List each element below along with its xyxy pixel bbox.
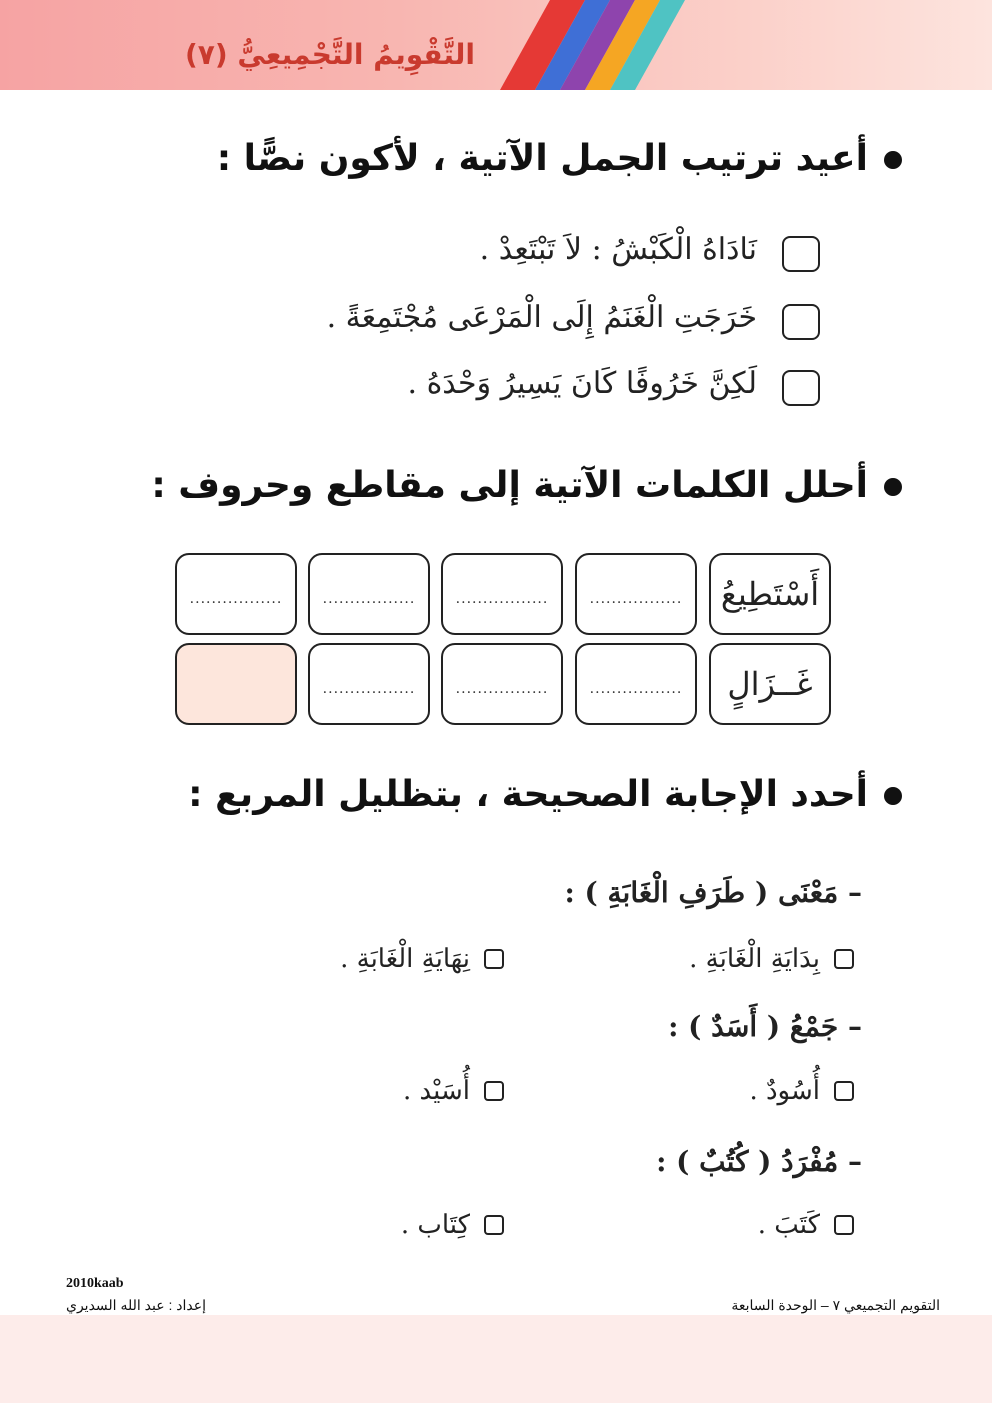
order-checkbox-1[interactable] [782, 236, 820, 272]
grid-shaded-cell [175, 643, 297, 725]
question-1-option-b[interactable] [340, 944, 504, 974]
option-label: نِهَايَةِ الْغَابَةِ . [340, 944, 470, 974]
grid-blank[interactable]: ................. [308, 553, 430, 635]
section-1-heading-text: أعيد ترتيب الجمل الآتية ، لأكون نصًّا : [216, 138, 868, 179]
option-label: كَتَبَ . [757, 1210, 820, 1240]
section-2-heading [151, 465, 902, 506]
grid-blank[interactable]: ................. [441, 553, 563, 635]
grid-word-1: أَسْتَطِيعُ [709, 553, 831, 635]
question-2-option-a[interactable] [749, 1076, 854, 1106]
option-label: أُسُودٌ . [749, 1076, 820, 1106]
section-3-heading-text: أحدد الإجابة الصحيحة ، بتظليل المربع : [188, 774, 868, 815]
question-3-option-a[interactable] [758, 1210, 854, 1240]
page-title: التَّقْوِيمُ التَّجْمِيعِيُّ (٧) [185, 38, 475, 71]
footer-unit: التقويم التجميعي ٧ – الوحدة السابعة [731, 1297, 940, 1313]
option-label: أُسَيْد . [402, 1076, 470, 1106]
sentence-2: خَرَجَتِ الْغَنَمُ إِلَى الْمَرْعَى مُجْتَمِعَةً . [326, 300, 757, 335]
option-label: كِتَاب . [400, 1210, 470, 1240]
footer-band [0, 1315, 992, 1403]
section-3-heading [188, 774, 902, 815]
sentence-1: نَادَاهُ الْكَبْشُ : لاَ تَبْتَعِدْ . [479, 232, 757, 267]
option-label: بِدَايَةِ الْغَابَةِ . [689, 944, 820, 974]
decorative-stripes [500, 0, 700, 90]
question-3-prompt: – مُفْرَدُ ( كُتُبٌ ) : [656, 1145, 862, 1178]
checkbox-icon[interactable] [834, 1081, 854, 1101]
bullet-icon [884, 151, 902, 169]
section-2-heading-text: أحلل الكلمات الآتية إلى مقاطع وحروف : [151, 465, 868, 506]
checkbox-icon[interactable] [834, 1215, 854, 1235]
checkbox-icon[interactable] [484, 1215, 504, 1235]
bullet-icon [884, 787, 902, 805]
question-2-prompt: – جَمْعُ ( أَسَدٌ ) : [668, 1010, 862, 1043]
bullet-icon [884, 478, 902, 496]
sentence-3: لَكِنَّ خَرُوفًا كَانَ يَسِيرُ وَحْدَهُ . [407, 366, 757, 401]
section-1-heading [217, 138, 902, 179]
grid-blank[interactable]: ................. [575, 553, 697, 635]
grid-word-2: غَــزَالٍ [709, 643, 831, 725]
footer-author: إعداد : عبد الله السديري [66, 1297, 206, 1313]
grid-blank[interactable]: ................. [441, 643, 563, 725]
grid-blank[interactable]: ................. [308, 643, 430, 725]
question-3-option-b[interactable] [401, 1210, 504, 1240]
checkbox-icon[interactable] [484, 949, 504, 969]
order-checkbox-2[interactable] [782, 304, 820, 340]
checkbox-icon[interactable] [834, 949, 854, 969]
grid-blank[interactable]: ................. [175, 553, 297, 635]
footer-tag: 2010kaab [66, 1276, 124, 1291]
question-1-option-a[interactable] [689, 944, 854, 974]
page-header [0, 0, 992, 90]
order-checkbox-3[interactable] [782, 370, 820, 406]
question-2-option-b[interactable] [403, 1076, 504, 1106]
grid-blank[interactable]: ................. [575, 643, 697, 725]
question-1-prompt: – مَعْنَى ( طَرَفِ الْغَابَةِ ) : [564, 876, 862, 909]
checkbox-icon[interactable] [484, 1081, 504, 1101]
